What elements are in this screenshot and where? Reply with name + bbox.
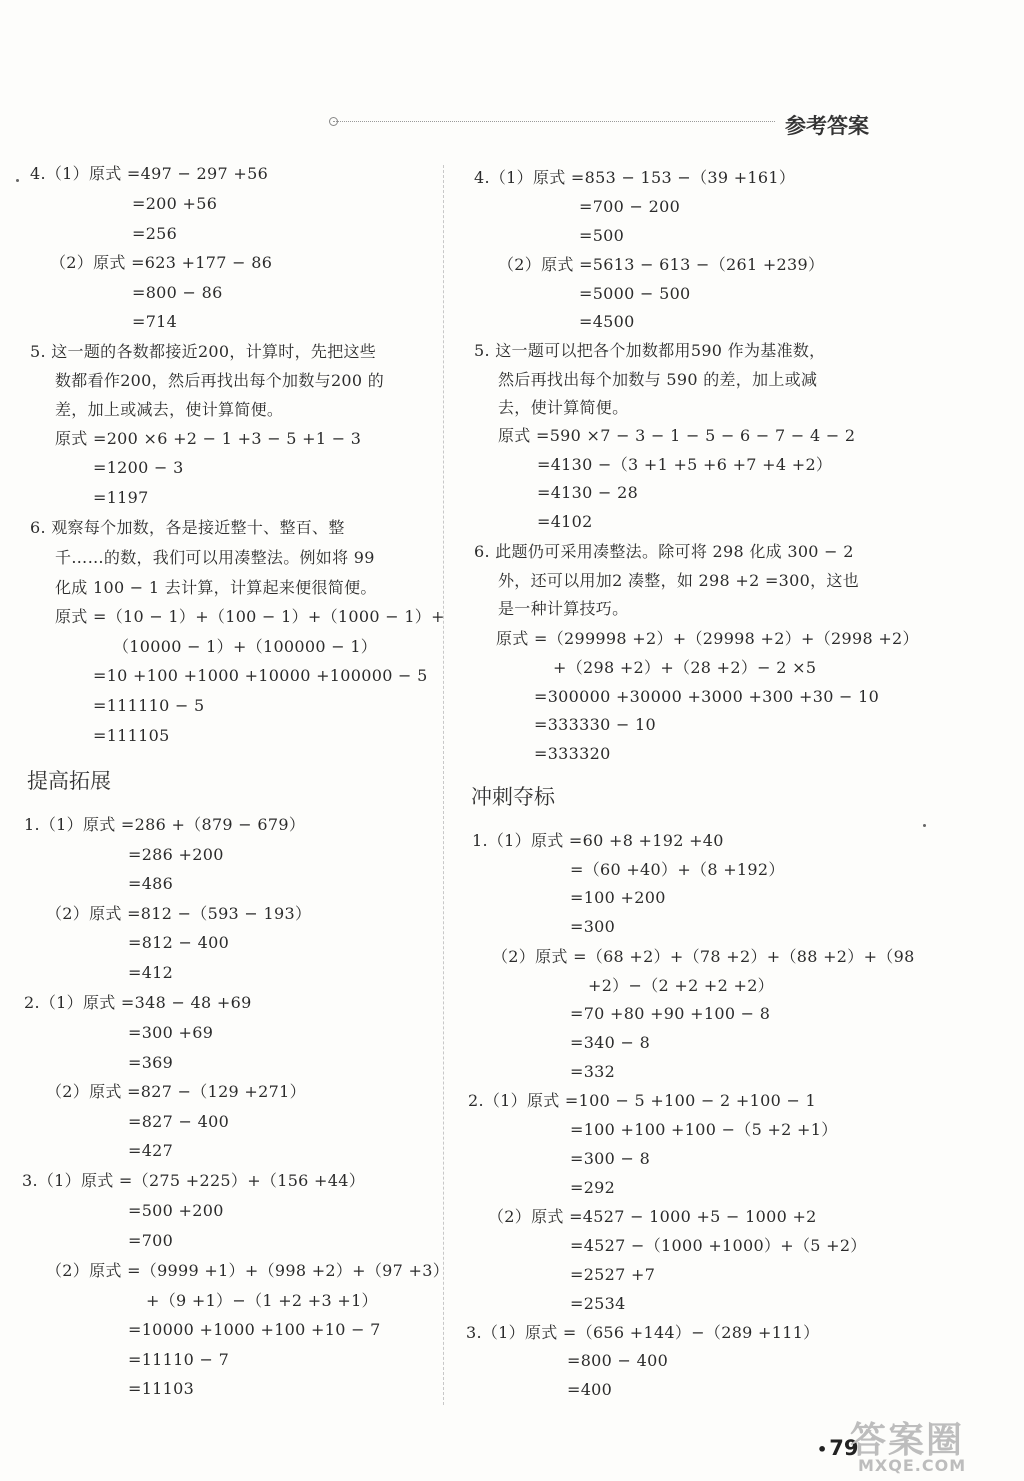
answer-line: =500 +200: [128, 1201, 224, 1220]
stray-dot: [923, 824, 926, 827]
answer-line: =286 +200: [128, 845, 224, 864]
answer-line: 数都看作200，然后再找出每个加数与200 的: [55, 371, 385, 390]
answer-line: =700 − 200: [579, 197, 681, 216]
answer-line: =412: [128, 963, 174, 982]
answer-line: =200 +56: [132, 194, 218, 213]
answer-line: =827 − 400: [128, 1112, 230, 1131]
answer-line: （2）原式 =（68 +2）+（78 +2）+（88 +2）+（98: [492, 947, 915, 966]
answer-line: 去，使计算简便。: [498, 398, 629, 417]
answer-line: =300000 +30000 +3000 +300 +30 − 10: [534, 687, 880, 706]
answer-line: =812 − 400: [128, 933, 230, 952]
answer-line: （2）原式 =812 −（593 − 193）: [46, 904, 312, 923]
answer-line: =714: [132, 312, 178, 331]
answer-line: 5. 这一题可以把各个加数都用590 作为基准数，: [474, 341, 826, 360]
answer-line: 千……的数，我们可以用凑整法。例如将 99: [55, 548, 375, 567]
page-header-title: 参考答案: [785, 114, 869, 138]
answer-line: （10000 − 1）+（100000 − 1）: [113, 637, 378, 656]
answer-line: =4130 − 28: [537, 483, 639, 502]
answer-line: 4.（1）原式 =853 − 153 −（39 +161）: [474, 168, 796, 187]
answer-line: =300 − 8: [570, 1149, 651, 1168]
answer-line: 原式 =590 ×7 − 3 − 1 − 5 − 6 − 7 − 4 − 2: [498, 426, 856, 445]
answer-line: 4.（1）原式 =497 − 297 +56: [30, 164, 269, 183]
answer-line: =300 +69: [128, 1023, 214, 1042]
answer-line: =2534: [570, 1294, 626, 1313]
answer-line: =333320: [534, 744, 611, 763]
page-number-value: 79: [829, 1436, 859, 1460]
answer-line: 是一种计算技巧。: [498, 599, 629, 618]
answer-line: +（298 +2）+（28 +2）− 2 ×5: [553, 658, 817, 677]
answer-line: 2.（1）原式 =348 − 48 +69: [24, 993, 252, 1012]
answer-line: 1.（1）原式 =60 +8 +192 +40: [472, 831, 724, 850]
answer-line: =11103: [128, 1379, 195, 1398]
answer-line: 化成 100 − 1 去计算，计算起来便很简便。: [55, 578, 377, 597]
answer-line: （2）原式 =623 +177 − 86: [50, 253, 273, 272]
answer-line: 6. 观察每个加数，各是接近整十、整百、整: [30, 518, 345, 537]
answer-line: =2527 +7: [570, 1265, 656, 1284]
answer-line: =369: [128, 1053, 174, 1072]
answer-line: =292: [570, 1178, 616, 1197]
answer-line: =10 +100 +1000 +10000 +100000 − 5: [93, 666, 428, 685]
answer-line: 外，还可以用加2 凑整，如 298 +2 =300，这也: [498, 571, 859, 590]
answer-line: 原式 =200 ×6 +2 − 1 +3 − 5 +1 − 3: [55, 429, 362, 448]
answer-line: =5000 − 500: [579, 284, 691, 303]
bullet-icon: •: [817, 1439, 828, 1459]
column-divider: [443, 165, 444, 1405]
answer-line: =4527 −（1000 +1000）+（5 +2）: [570, 1236, 867, 1255]
answer-line: 然后再找出每个加数与 590 的差，加上或减: [498, 370, 818, 389]
answer-line: =427: [128, 1141, 174, 1160]
answer-line: =111105: [93, 726, 170, 745]
section-heading: 提高拓展: [27, 769, 111, 793]
answer-line: =4500: [579, 312, 635, 331]
answer-line: 2.（1）原式 =100 − 5 +100 − 2 +100 − 1: [468, 1091, 817, 1110]
answer-line: =340 − 8: [570, 1033, 651, 1052]
answer-line: 3.（1）原式 =（275 +225）+（156 +44）: [22, 1171, 366, 1190]
answer-line: =（60 +40）+（8 +192）: [570, 860, 785, 879]
watermark-main-text: 答案圈: [850, 1420, 965, 1461]
answer-line: =700: [128, 1231, 174, 1250]
stray-dot: [16, 179, 19, 182]
header-dotted-rule: [333, 121, 775, 122]
answer-line: =70 +80 +90 +100 − 8: [570, 1004, 771, 1023]
watermark-logo: [846, 1412, 1016, 1478]
answer-line: 差，加上或减去，使计算简便。: [55, 400, 284, 419]
answer-line: =1197: [93, 488, 149, 507]
answer-line: =400: [567, 1380, 613, 1399]
section-heading: 冲刺夺标: [471, 785, 555, 809]
answer-line: =256: [132, 224, 178, 243]
answer-line: =800 − 400: [567, 1351, 669, 1370]
answer-line: 原式 =（299998 +2）+（29998 +2）+（2998 +2）: [496, 629, 919, 648]
answer-line: =300: [570, 917, 616, 936]
answer-line: 5. 这一题的各数都接近200，计算时，先把这些: [30, 342, 377, 361]
answer-line: =486: [128, 874, 174, 893]
answer-line: =4102: [537, 512, 593, 531]
answer-line: =800 − 86: [132, 283, 223, 302]
answer-line: （2）原式 =4527 − 1000 +5 − 1000 +2: [488, 1207, 817, 1226]
answer-line: =4130 −（3 +1 +5 +6 +7 +4 +2）: [537, 455, 833, 474]
answer-line: =333330 − 10: [534, 715, 657, 734]
answer-line: （2）原式 =（9999 +1）+（998 +2）+（97 +3）: [46, 1261, 450, 1280]
answer-line: 6. 此题仍可采用凑整法。除可将 298 化成 300 − 2: [474, 542, 854, 561]
answer-line: =500: [579, 226, 625, 245]
answer-line: 1.（1）原式 =286 +（879 − 679）: [24, 815, 306, 834]
answer-line: +（9 +1）−（1 +2 +3 +1）: [146, 1291, 378, 1310]
answer-line: （2）原式 =827 −（129 +271）: [46, 1082, 306, 1101]
answer-line: （2）原式 =5613 − 613 −（261 +239）: [498, 255, 825, 274]
answer-line: =10000 +1000 +100 +10 − 7: [128, 1320, 381, 1339]
answer-line: =111110 − 5: [93, 696, 205, 715]
answer-line: 原式 =（10 − 1）+（100 − 1）+（1000 − 1）+: [55, 607, 445, 626]
answer-line: =11110 − 7: [128, 1350, 230, 1369]
answer-line: =1200 − 3: [93, 458, 184, 477]
answer-line: =100 +200: [570, 888, 666, 907]
answer-line: =332: [570, 1062, 616, 1081]
answer-line: +2）−（2 +2 +2 +2）: [588, 976, 774, 995]
answer-line: 3.（1）原式 =（656 +144）−（289 +111）: [466, 1323, 820, 1342]
watermark-domain-text: MXQE.COM: [858, 1456, 967, 1475]
answer-line: =100 +100 +100 −（5 +2 +1）: [570, 1120, 838, 1139]
